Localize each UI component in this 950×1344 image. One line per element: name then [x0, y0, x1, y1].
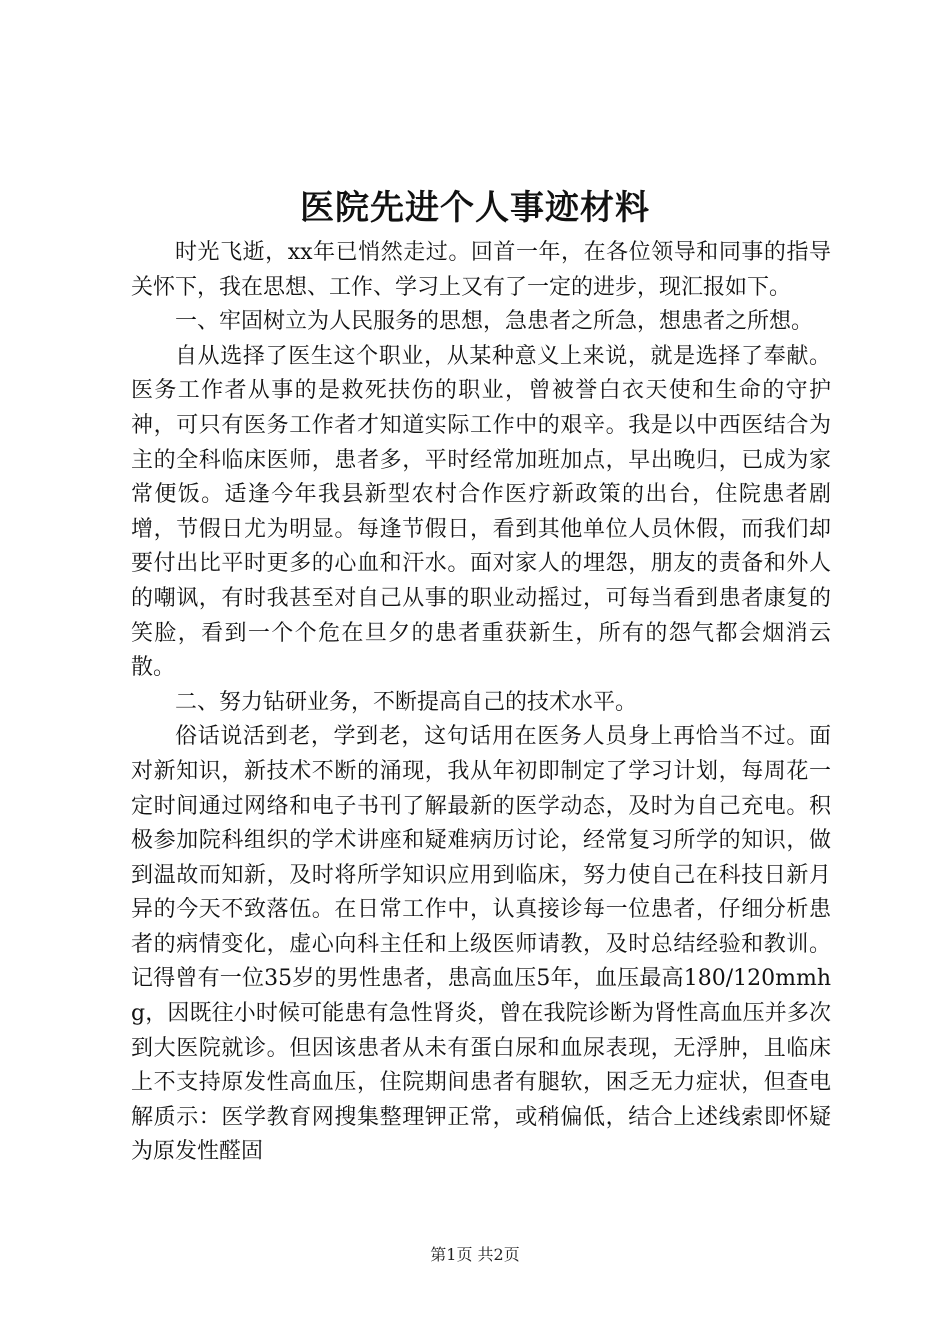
paragraph-section-1: 自从选择了医生这个职业，从某种意义上来说，就是选择了奉献。医务工作者从事的是救死扶伤的职业，曾被誉白衣天使和生命的守护神，可只有医务工作者才知道实际工作中的艰辛。我是以中西医结合为主的全科临床医师，患者多，平时经常加班加点，早出晚归，已成为家常便饭。适逢今年我县新型农村合作医疗新政策的出台，住院患者剧增，节假日尤为明显。每逢节假日，看到其他单位人员休假，而我们却要付出比平时更多的心血和汗水。面对家人的埋怨，朋友的责备和外人的嘲讽，有时我甚至对自己从事的职业动摇过，可每当看到患者康复的笑脸，看到一个个危在旦夕的患者重获新生，所有的怨气都会烟消云散。 — [131, 343, 831, 681]
paragraph-section-2: 俗话说活到老，学到老，这句话用在医务人员身上再恰当不过。面对新知识，新技术不断的涌现，我从年初即制定了学习计划，每周花一定时间通过网络和电子书刊了解最新的医学动态，及时为自己充电。积极参加院科组织的学术讲座和疑难病历讨论，经常复习所学的知识，做到温故而知新，及时将所学知识应用到临床，努力使自己在科技日新月异的今天不致落伍。在日常工作中，认真接诊每一位患者，仔细分析患者的病情变化，虚心向科主任和上级医师请教，及时总结经验和教训。记得曾有一位35岁的男性患者，患高血压5年，血压最高180/120mmhg，因既往小时候可能患有急性肾炎，曾在我院诊断为肾性高血压并多次到大医院就诊。但因该患者从未有蛋白尿和血尿表现，无浮肿，且临床上不支持原发性高血压，住院期间患者有腿软，困乏无力症状，但查电解质示：医学教育网搜集整理钾正常，或稍偏低，结合上述线索即怀疑为原发性醛固 — [131, 724, 831, 1165]
paragraph-heading-2: 二、努力钻研业务，不断提高自己的技术水平。 — [175, 689, 638, 715]
paragraph-heading-1: 一、牢固树立为人民服务的思想，急患者之所急，想患者之所想。 — [175, 309, 814, 335]
document-title: 医院先进个人事迹材料 — [300, 188, 650, 228]
paragraph-intro: 时光飞逝，xx年已悄然走过。回首一年，在各位领导和同事的指导关怀下，我在思想、工作、学习上又有了一定的进步，现汇报如下。 — [131, 240, 831, 300]
page-number-footer: 第1页 共2页 — [430, 1245, 520, 1264]
document-body — [131, 236, 831, 1170]
